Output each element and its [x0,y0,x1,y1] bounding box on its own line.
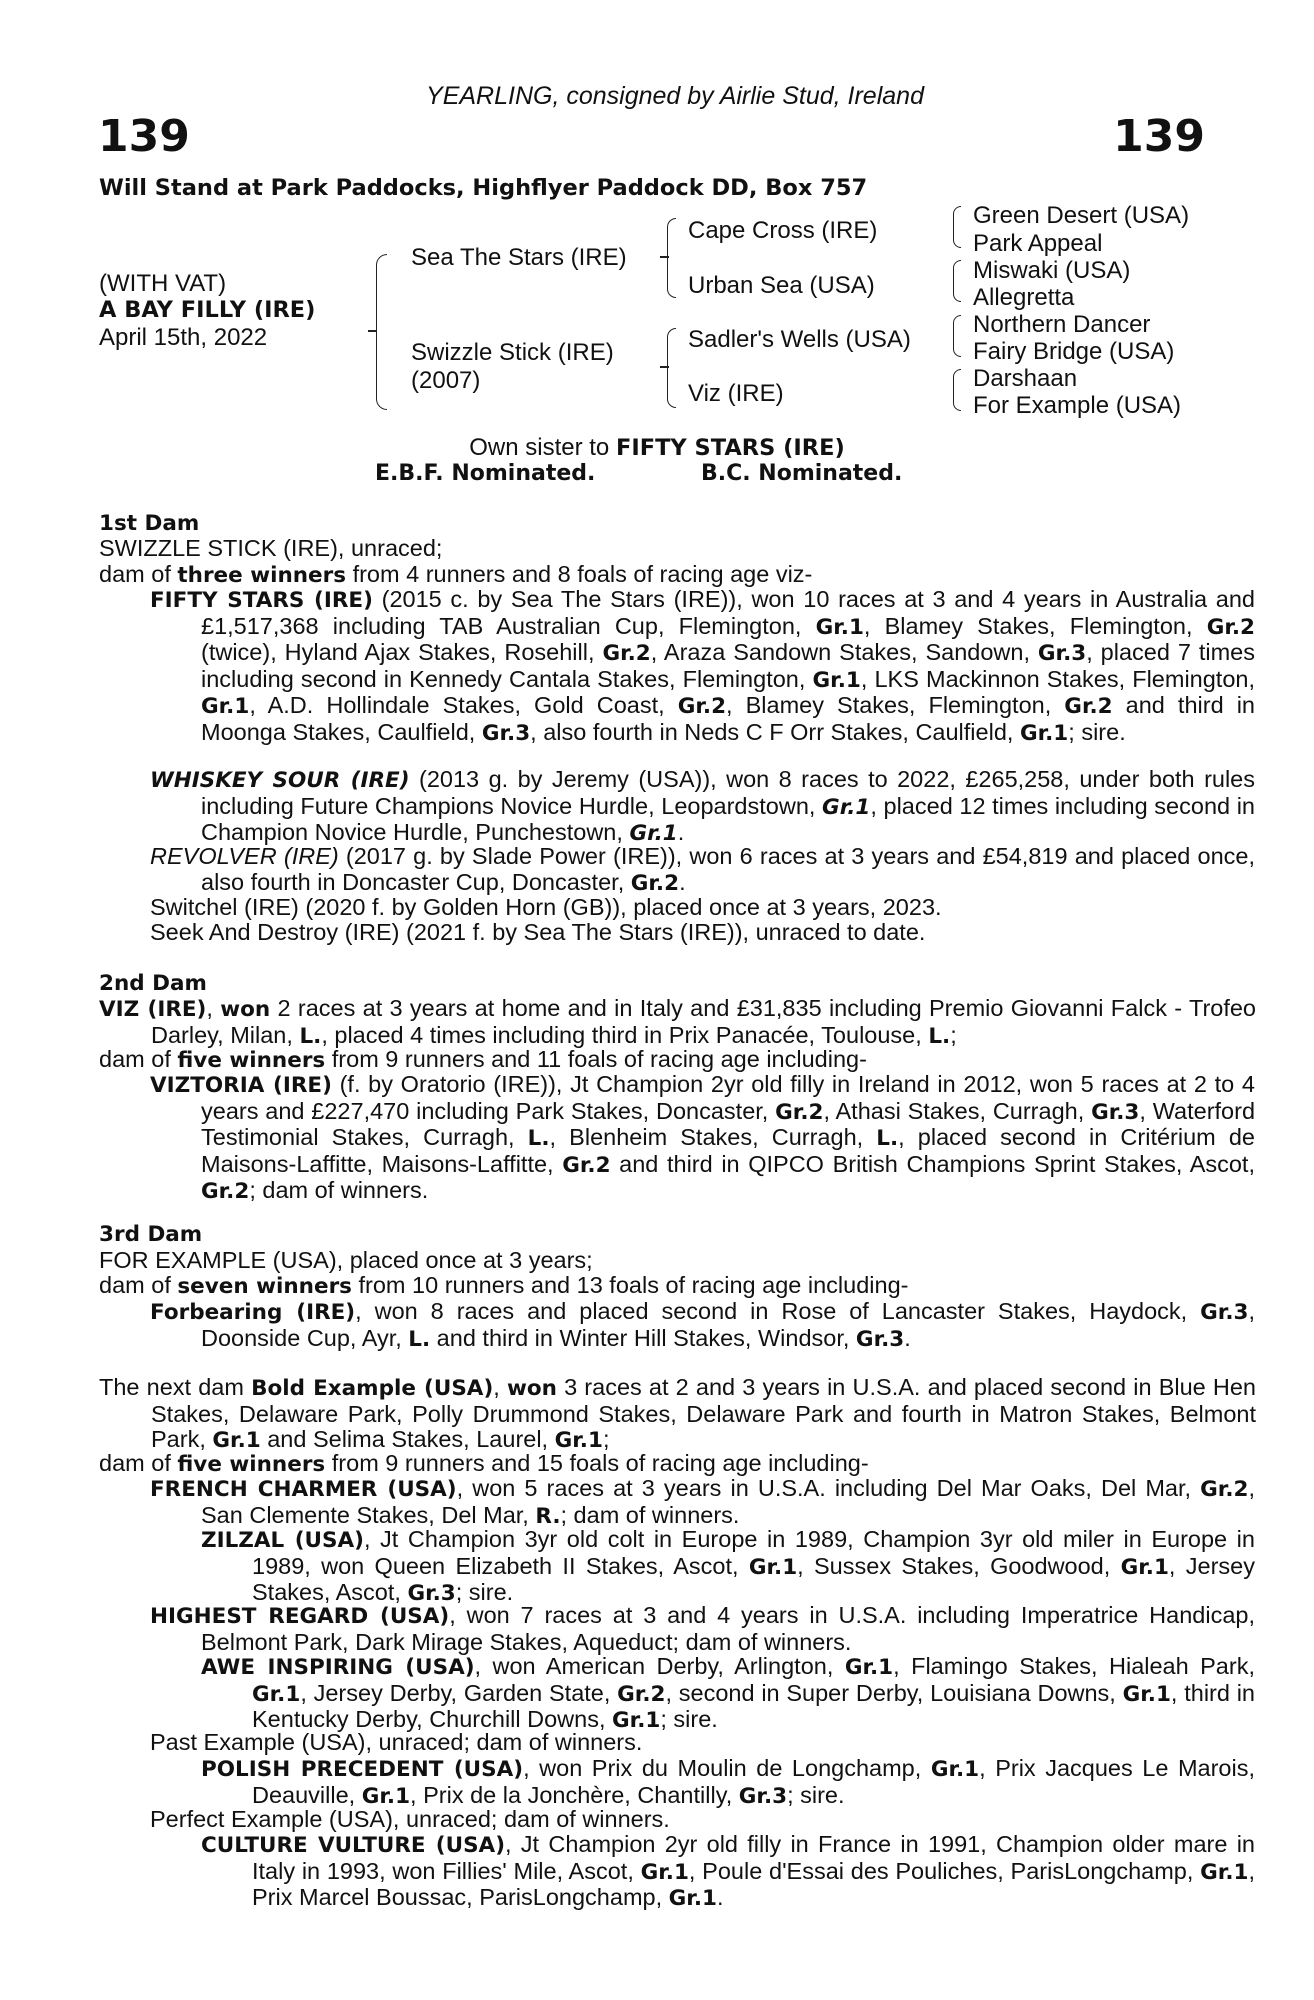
race-grade: Gr.1 [1019,720,1069,746]
first-dam-heading: 1st Dam [99,511,200,536]
revolver-name: REVOLVER (IRE) [150,843,339,869]
first-dam-produce-summary [99,562,1204,589]
race-grade: Gr.2 [775,1099,824,1125]
text-run: dam of [99,561,178,587]
produce-perfect-example: Perfect Example (USA), unraced; dam of winners. [150,1806,670,1832]
text-run: , Araza Sandown Stakes, Sandown, [650,639,1038,666]
pedigree-gg-1: Green Desert (USA) [973,202,1190,229]
text-run: , placed 4 times including third in Prix Panacée, Toulouse, [321,1021,929,1048]
race-grade: L. [408,1326,431,1352]
race-grade: Gr.3 [1037,641,1087,667]
vat-note: (WITH VAT) [99,270,227,297]
text-run: . [677,819,685,846]
viztoria-name: VIZTORIA (IRE) [150,1073,332,1098]
bold-example-name: Bold Example (USA) [251,1376,494,1401]
produce-whiskey-sour [150,767,1255,847]
race-grade: Gr.1 [1120,1554,1169,1580]
pedigree-gg-5: Northern Dancer [973,311,1151,338]
pedigree-dam-sire: Sadler's Wells (USA) [688,326,911,353]
race-grade: Gr.1 [930,1757,980,1782]
race-grade: Gr.1 [668,1886,717,1912]
text-run: , Flamingo Stakes, Hialeah Park, [893,1653,1255,1679]
text-run: , won Prix du Moulin de Longchamp, [523,1755,931,1781]
text-run: (f. by Oratorio (IRE)), Jt Champion 2yr old filly in Ireland in 2012, won 5 races at 2 to 4 years and £227,470 including Park Stakes, Doncaster, [201,1071,1255,1124]
text-run: 3 races at 2 and 3 years in U.S.A. and placed second in Blue Hen Stakes, Delaware Park, Polly Drummond Stakes, Delaware Park and fourth in Matron Stakes, Belmont Park, [151,1374,1257,1453]
text-run: ; sire. [787,1781,845,1808]
race-grade: Gr.3 [738,1783,788,1809]
race-grade: Gr.3 [407,1581,456,1607]
polish-precedent-name: POLISH PRECEDENT (USA) [201,1757,524,1782]
text-run: , Jersey Derby, Garden State, [300,1679,618,1706]
produce-highest-regard [150,1603,1255,1655]
race-grade: L. [299,1023,322,1049]
text-run: three winners [177,563,347,588]
text-run: , Waterford Testimonial Stakes, Curragh, [201,1097,1256,1151]
horse-name: A BAY FILLY (IRE) [99,297,316,323]
text-run: , Prix Marcel Boussac, ParisLongchamp, [252,1857,1255,1911]
text-run: ; dam of winners. [560,1501,740,1528]
text-run: won [506,1376,557,1401]
text-run: , Athasi Stakes, Curragh, [823,1097,1092,1124]
text-run: The next dam [99,1374,252,1400]
text-run: , San Clemente Stakes, Del Mar, [201,1475,1255,1528]
text-run: dam of [99,1046,178,1072]
produce-past-example: Past Example (USA), unraced; dam of winners. [150,1729,643,1755]
pedigree-brace-g34 [953,260,961,302]
text-run: . [716,1884,724,1911]
produce-revolver [150,844,1255,896]
text-run: ; sire. [660,1706,718,1733]
text-run: and third in Winter Hill Stakes, Windsor, [430,1324,856,1351]
text-run: , placed 12 times including second in Champion Novice Hurdle, Punchestown, [201,792,1255,846]
race-grade: L. [527,1126,550,1152]
text-run: . [679,868,686,895]
race-grade: Gr.2 [677,694,727,720]
text-run: , won American Derby, Arlington, [474,1653,845,1679]
race-grade: Gr.1 [1122,1681,1171,1707]
race-grade: Gr.2 [1200,1477,1249,1502]
next-dam-produce-summary [99,1451,1204,1478]
pedigree-gg-8: For Example (USA) [973,392,1182,419]
race-grade: Gr.3 [1091,1099,1140,1125]
text-run: ; sire. [455,1579,514,1606]
race-grade: Gr.1 [612,1708,661,1734]
race-grade: L. [928,1023,951,1049]
text-run: and third in QIPCO British Champions Sprint Stakes, Ascot, [610,1150,1255,1177]
text-run: , Jersey Stakes, Ascot, [252,1552,1255,1606]
text-run: and Selima Stakes, Laurel, [260,1426,555,1453]
race-grade: Gr.3 [481,720,531,746]
pedigree-brace-g56 [953,315,961,357]
produce-culture-vulture [201,1832,1255,1912]
race-grade: Gr.2 [617,1681,666,1707]
third-dam-intro: FOR EXAMPLE (USA), placed once at 3 years; [99,1247,593,1273]
text-run: , Blamey Stakes, Flemington, [726,692,1065,719]
race-grade: Gr.2 [630,870,680,896]
race-grade: Gr.1 [822,794,871,820]
text-run: ; [950,1021,957,1048]
ebf-nomination: E.B.F. Nominated. [375,461,596,486]
text-run: , second in Super Derby, Louisiana Downs, [665,1679,1123,1706]
text-run: , Poule d'Essai des Pouliches, ParisLongchamp, [688,1857,1201,1884]
race-grade: Gr.2 [562,1152,611,1178]
text-run: , Doonside Cup, Ayr, [201,1298,1255,1351]
pedigree-sire-sire: Cape Cross (IRE) [688,217,878,244]
race-grade: R. [535,1503,561,1529]
race-grade: Gr.1 [252,1681,301,1707]
text-run: (twice), Hyland Ajax Stakes, Rosehill, [201,639,603,666]
stand-location: Will Stand at Park Paddocks, Highflyer Paddock DD, Box 757 [99,175,868,201]
text-run: , placed 7 times including second in Kennedy Cantala Stakes, Flemington, [201,639,1255,692]
second-dam-heading: 2nd Dam [99,971,207,996]
race-grade: Gr.1 [748,1554,798,1580]
text-run: , Sussex Stakes, Goodwood, [797,1552,1121,1579]
text-run: (2013 g. by Jeremy (USA)), won 8 races to 2022, £265,258, under both rules including Future Champions Novice Hurdle, Leopardstown, [201,766,1256,819]
race-grade: Gr.1 [844,1655,894,1680]
text-run: , Jt Champion 3yr old colt in Europe in 1989, Champion 3yr old miler in Europe in 1989, won Queen Elizabeth II Stakes, Ascot, [252,1526,1255,1579]
text-run: , third in Kentucky Derby, Churchill Downs, [252,1679,1255,1733]
first-dam-intro: SWIZZLE STICK (IRE), unraced; [99,535,443,561]
text-run: five winners [177,1048,326,1073]
text-run: , A.D. Hollindale Stakes, Gold Coast, [249,692,678,719]
next-dam-record: The next dam Bold Example (USA), won 3 races at 2 and 3 years in U.S.A. and placed second in Blue Hen Stakes, Delaware Park, Polly Drummond Stakes, Delaware Park and fourth in Matron Stakes, Belmont Park, Gr.1 and Selima Stakes, Laurel, Gr.1; [99,1374,1257,1454]
lot-number-left: 139 [98,111,190,162]
race-grade: Gr.3 [1200,1300,1249,1325]
race-grade: Gr.1 [361,1783,411,1809]
own-sister-name: FIFTY STARS (IRE) [615,435,845,461]
produce-switchel: Switchel (IRE) (2020 f. by Golden Horn (GB)), placed once at 3 years, 2023. [150,894,942,920]
text-run: , placed second in Critérium de Maisons-Laffitte, Maisons-Laffitte, [201,1124,1255,1177]
text-run: dam of [99,1450,178,1476]
foaling-date: April 15th, 2022 [99,324,268,351]
third-dam-produce-summary [99,1273,1204,1300]
text-run: dam of [99,1272,178,1298]
text-run: (2015 c. by Sea The Stars (IRE)), won 10 races at 3 and 4 years in Australia and £1,517,368 including TAB Australian Cup, Flemington, [201,586,1255,639]
text-run: , Prix Jacques Le Marois, Deauville, [252,1755,1255,1808]
bc-nomination: B.C. Nominated. [701,461,903,486]
produce-french-charmer [150,1476,1255,1529]
pedigree-dam: Swizzle Stick (IRE) [411,339,614,366]
race-grade: Gr.1 [212,1428,261,1454]
text-run: (2017 g. by Slade Power (IRE)), won 6 races at 3 years and £54,819 and placed once, also fourth in Doncaster Cup, Doncaster, [201,843,1256,895]
text-run: from 9 runners and 11 foals of racing age including- [325,1046,867,1072]
pedigree-brace-g78 [953,369,961,411]
text-run: from 10 runners and 13 foals of racing age including- [351,1272,909,1298]
race-grade: Gr.3 [855,1326,905,1352]
text-run: ; [602,1426,610,1453]
produce-forbearing [150,1299,1255,1352]
text-run: 2 races at 3 years at home and in Italy and £31,835 including Premio Giovanni Falck - Trofeo Darley, Milan, [151,995,1257,1048]
produce-seek-and-destroy: Seek And Destroy (IRE) (2021 f. by Sea The Stars (IRE)), unraced to date. [150,919,926,945]
pedigree-brace-main [376,254,387,410]
race-grade: Gr.2 [602,641,651,667]
text-run: , won 7 races at 3 and 4 years in U.S.A. including Imperatrice Handicap, Belmont Park, Dark Mirage Stakes, Aqueduct; dam of winners. [201,1602,1256,1655]
zilzal-name: ZILZAL (USA) [201,1528,364,1553]
text-run: from 4 runners and 8 foals of racing age viz- [346,561,813,587]
whiskey-sour-name: WHISKEY SOUR (IRE) [150,768,410,793]
text-run: ; dam of winners. [249,1177,429,1204]
culture-vulture-name: CULTURE VULTURE (USA) [201,1833,506,1858]
race-grade: Gr.2 [1206,614,1255,640]
second-dam-record: VIZ (IRE), won 2 races at 3 years at home and in Italy and £31,835 including Premio Giovanni Falck - Trofeo Darley, Milan, L., placed 4 times including third in Prix Panacée, Toulouse, L.; [99,995,1257,1049]
text-run: five winners [177,1452,326,1477]
pedigree-gg-2: Park Appeal [973,230,1103,257]
pedigree-dam-year: (2007) [411,367,481,394]
consignor-line: YEARLING, consigned by Airlie Stud, Ireland [426,82,924,110]
own-sister-prefix: Own sister to [469,434,616,461]
race-grade: Gr.1 [554,1428,603,1454]
pedigree-sire-dam: Urban Sea (USA) [688,272,875,299]
french-charmer-name: FRENCH CHARMER (USA) [150,1477,457,1502]
pedigree-brace-g12 [953,206,961,248]
race-grade: Gr.1 [815,614,864,640]
text-run: , also fourth in Neds C F Orr Stakes, Caulfield, [530,718,1020,745]
race-grade: L. [876,1126,899,1152]
text-run: won [220,997,271,1022]
produce-fifty-stars [150,587,1255,747]
text-run: . [904,1324,911,1351]
own-sister-note [0,435,1314,461]
text-run: , LKS Mackinnon Stakes, Flemington, [860,665,1255,692]
race-grade: Gr.2 [201,1179,250,1205]
race-grade: Gr.2 [1064,694,1113,720]
race-grade: Gr.1 [1200,1859,1249,1885]
text-run: from 9 runners and 15 foals of racing age including- [325,1450,869,1476]
third-dam-heading: 3rd Dam [99,1222,203,1247]
pedigree-dam-dam: Viz (IRE) [688,380,784,407]
highest-regard-name: HIGHEST REGARD (USA) [150,1604,450,1629]
produce-viztoria [150,1072,1255,1205]
second-dam-produce-summary [99,1047,1204,1074]
text-run: , won 5 races at 3 years in U.S.A. including Del Mar Oaks, Del Mar, [456,1475,1201,1501]
pedigree-sire: Sea The Stars (IRE) [411,244,627,271]
text-run: seven winners [177,1274,352,1299]
awe-inspiring-name: AWE INSPIRING (USA) [201,1655,475,1680]
text-run: , won 8 races and placed second in Rose of Lancaster Stakes, Haydock, [355,1298,1201,1324]
text-run: , Blamey Stakes, Flemington, [863,612,1207,639]
pedigree-gg-4: Allegretta [973,284,1075,311]
pedigree-brace-sire [667,218,676,298]
produce-zilzal [201,1527,1255,1607]
lot-number-right: 139 [1113,111,1205,162]
pedigree-brace-dam [667,328,676,408]
race-grade: Gr.1 [812,667,861,693]
text-run: , Blenheim Stakes, Curragh, [549,1124,877,1151]
viz-name: VIZ (IRE) [99,997,207,1022]
text-run: , Jt Champion 2yr old filly in France in 1991, Champion older mare in Italy in 1993, won Fillies' Mile, Ascot, [252,1831,1255,1884]
produce-awe-inspiring [201,1654,1255,1734]
pedigree-gg-7: Darshaan [973,365,1078,392]
pedigree-brace-dam-tip [660,366,669,368]
pedigree-brace-main-tip [368,330,377,332]
forbearing-name: Forbearing (IRE) [150,1300,356,1325]
pedigree-gg-3: Miswaki (USA) [973,257,1131,284]
produce-polish-precedent [201,1756,1255,1809]
pedigree-gg-6: Fairy Bridge (USA) [973,338,1175,365]
text-run: , Prix de la Jonchère, Chantilly, [410,1781,739,1808]
text-run: ; sire. [1068,718,1126,745]
fifty-stars-name: FIFTY STARS (IRE) [150,588,373,613]
text-run: and third in Moonga Stakes, Caulfield, [201,692,1255,745]
race-grade: Gr.1 [629,821,678,847]
race-grade: Gr.1 [640,1859,689,1885]
race-grade: Gr.1 [201,694,250,720]
pedigree-brace-sire-tip [660,256,669,258]
